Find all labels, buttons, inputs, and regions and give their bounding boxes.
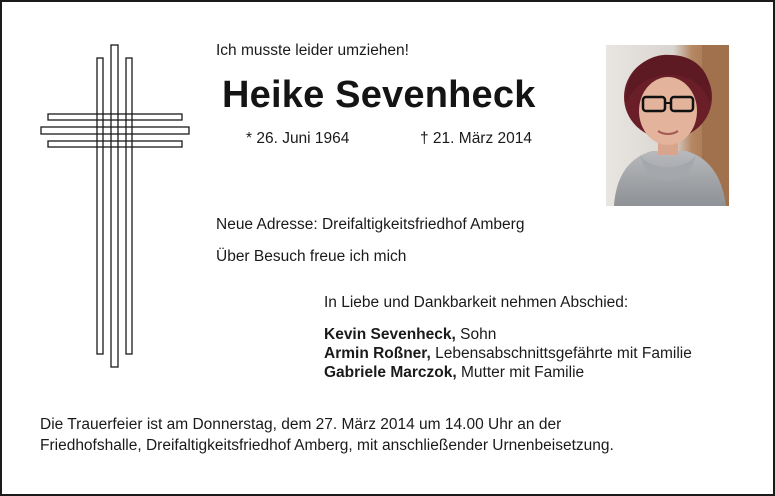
mourner-name: Gabriele Marczok, — [324, 364, 457, 381]
mourner-name: Armin Roßner, — [324, 345, 431, 362]
funeral-info — [40, 414, 760, 456]
portrait-photo — [606, 45, 729, 206]
new-address-text: Neue Adresse: Dreifaltigkeitsfriedhof Amberg — [216, 216, 525, 233]
visit-text: Über Besuch freue ich mich — [216, 248, 407, 265]
funeral-line: Die Trauerfeier ist am Donnerstag, dem 27. März 2014 um 14.00 Uhr an der — [40, 416, 562, 433]
cross-icon — [38, 42, 192, 372]
mourner-row — [324, 344, 692, 363]
mourner-relation: Sohn — [455, 326, 497, 343]
mourner-relation: Lebensabschnittsgefährte mit Familie — [430, 345, 692, 362]
mourners-list — [324, 325, 692, 382]
funeral-line: Friedhofshalle, Dreifaltigkeitsfriedhof Amberg, mit anschließender Urnenbeisetzung. — [40, 437, 614, 454]
mourner-row — [324, 363, 692, 382]
mourner-relation: Mutter mit Familie — [456, 364, 585, 381]
deceased-name: Heike Sevenheck — [222, 74, 536, 116]
mourner-row — [324, 325, 692, 344]
death-date: † 21. März 2014 — [420, 130, 533, 147]
birth-date: * 26. Juni 1964 — [246, 130, 350, 147]
intro-text: Ich musste leider umziehen! — [216, 42, 409, 59]
mourner-name: Kevin Sevenheck, — [324, 326, 456, 343]
farewell-text: In Liebe und Dankbarkeit nehmen Abschied: — [324, 294, 629, 311]
